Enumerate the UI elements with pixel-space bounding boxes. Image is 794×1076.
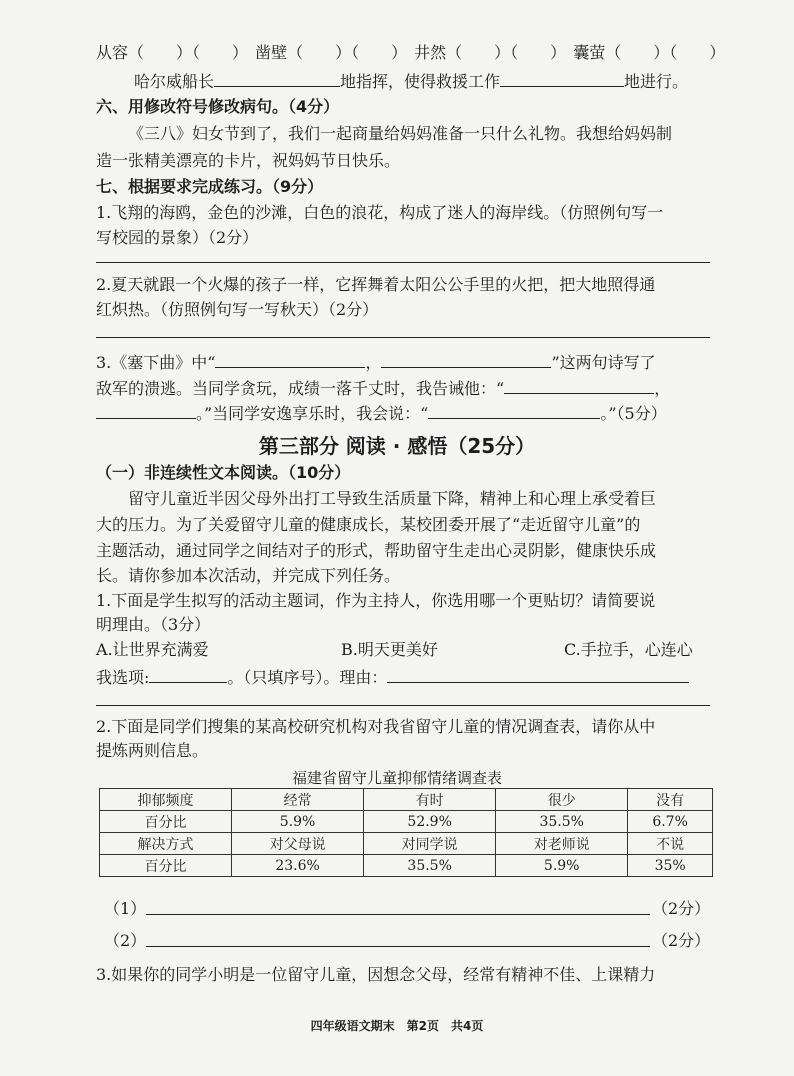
section-7-heading: 七、根据要求完成练习。（9分） xyxy=(96,177,324,196)
blank-advice-1[interactable] xyxy=(504,377,654,394)
s7-q3-text-b: ， xyxy=(365,353,382,372)
blank-poem-1[interactable] xyxy=(215,351,365,368)
answer-1-label: （1） xyxy=(104,899,147,918)
s7-q3-line-3 xyxy=(96,402,667,424)
table-cell: 6.7% xyxy=(628,811,713,833)
r1-q2-line-2: 提炼两则信息。 xyxy=(96,741,209,760)
table-row xyxy=(100,811,713,833)
reason-blank[interactable] xyxy=(387,666,689,683)
reading-paragraph-line-2: 大的压力。为了关爱留守儿童的健康成长，某校团委开展了“走近留守儿童”的 xyxy=(96,515,641,534)
s7-q3-text-a: 3.《塞下曲》中“ xyxy=(96,353,216,372)
r1-q2-line-1: 2.下面是同学们搜集的某高校研究机构对我省留守儿童的情况调查表，请你从中 xyxy=(96,717,656,736)
option-a: A.让世界充满爱 xyxy=(96,640,209,659)
fill-text-2: 地指挥，使得救援工作 xyxy=(340,72,501,91)
table-cell: 对老师说 xyxy=(496,833,628,855)
s7-q3-text-c: ”这两句诗写了 xyxy=(551,353,656,372)
r1-q1-line-1: 1.下面是学生拟写的活动主题词，作为主持人，你选用哪一个更贴切？请简要说 xyxy=(96,591,656,610)
table-cell: 5.9% xyxy=(232,811,364,833)
answer-line[interactable] xyxy=(96,337,710,338)
table-cell: 有时 xyxy=(364,789,496,811)
s7-q2-line-1: 2.夏天就跟一个火爆的孩子一样，它挥舞着太阳公公手里的火把，把大地照得通 xyxy=(96,275,656,294)
fill-text-1: 哈尔威船长 xyxy=(134,72,215,91)
s7-q3-text-f: 。”当同学安逸享乐时，我会说：“ xyxy=(196,404,429,423)
answer-2-score: （2分） xyxy=(652,931,711,950)
part-3-title: 第三部分 阅读 · 感悟（25分） xyxy=(258,434,536,458)
s7-q3-text-g: 。”（5分） xyxy=(600,404,667,423)
table-cell: 百分比 xyxy=(100,811,232,833)
table-cell: 经常 xyxy=(232,789,364,811)
option-b: B.明天更美好 xyxy=(341,640,438,659)
s7-q3-text-d: 敌军的溃逃。当同学贪玩，成绩一落千丈时，我告诫他：“ xyxy=(96,379,505,398)
section-6-heading: 六、用修改符号修改病句。（4分） xyxy=(96,97,340,116)
section-6-sentence-line-2: 造一张精美漂亮的卡片，祝妈妈节日快乐。 xyxy=(96,151,401,170)
table-cell: 35.5% xyxy=(364,855,496,877)
blank-2[interactable] xyxy=(500,70,624,87)
reason-label: 。（只填序号）。理由： xyxy=(227,668,388,687)
table-cell: 对同学说 xyxy=(364,833,496,855)
table-cell: 不说 xyxy=(628,833,713,855)
s7-q3-line-1 xyxy=(96,351,656,373)
page-footer: 四年级语文期末 第2页 共4页 xyxy=(310,1019,484,1033)
s7-q3-text-e: ， xyxy=(654,379,671,398)
s7-q1-line-1: 1.飞翔的海鸥，金色的沙滩，白色的浪花，构成了迷人的海岸线。（仿照例句写一 xyxy=(96,203,664,222)
choice-blank[interactable] xyxy=(149,666,227,683)
blank-poem-2[interactable] xyxy=(381,351,551,368)
table-cell: 52.9% xyxy=(364,811,496,833)
choice-line xyxy=(96,666,689,688)
section-6-sentence-line-1: 《三八》妇女节到了，我们一起商量给妈妈准备一只什么礼物。我想给妈妈制 xyxy=(128,124,673,143)
reading-1-heading: （一）非连续性文本阅读。（10分） xyxy=(96,463,351,482)
table-cell: 很少 xyxy=(496,789,628,811)
fill-blank-sentence xyxy=(134,70,688,92)
table-cell: 百分比 xyxy=(100,855,232,877)
answer-line[interactable] xyxy=(96,705,710,706)
reading-paragraph-line-3: 主题活动，通过同学之间结对子的形式，帮助留守生走出心灵阴影，健康快乐成 xyxy=(96,541,657,560)
reading-paragraph-line-1: 留守儿童近半因父母外出打工导致生活质量下降，精神上和心理上承受着巨 xyxy=(128,489,657,508)
table-title: 福建省留守儿童抑郁情绪调查表 xyxy=(291,769,502,787)
answer-line[interactable] xyxy=(96,262,710,263)
table-cell: 没有 xyxy=(628,789,713,811)
fill-text-3: 地进行。 xyxy=(624,72,689,91)
choice-label: 我选项: xyxy=(96,668,150,687)
table-cell: 35.5% xyxy=(496,811,628,833)
table-cell: 35% xyxy=(628,855,713,877)
s7-q2-line-2: 红炽热。（仿照例句写一写秋天）（2分） xyxy=(96,300,379,319)
s7-q3-line-2 xyxy=(96,377,670,399)
table-row xyxy=(100,833,713,855)
table-cell: 对父母说 xyxy=(232,833,364,855)
answer-1-line[interactable] xyxy=(146,914,650,915)
table-cell: 5.9% xyxy=(496,855,628,877)
blank-advice-3[interactable] xyxy=(428,402,600,419)
table-cell: 解决方式 xyxy=(100,833,232,855)
answer-2-label: （2） xyxy=(104,931,147,950)
blank-advice-2[interactable] xyxy=(96,402,196,419)
idiom-fill-line: 从容（ ）（ ） 凿壁（ ）（ ） 井然（ ）（ ） 囊萤（ ）（ ） xyxy=(96,43,726,62)
option-c: C.手拉手，心连心 xyxy=(564,640,693,659)
table-cell: 23.6% xyxy=(232,855,364,877)
s7-q1-line-2: 写校园的景象）（2分） xyxy=(96,228,259,247)
r1-q3-line-1: 3.如果你的同学小明是一位留守儿童，因想念父母，经常有精神不佳、上课精力 xyxy=(96,965,656,984)
table-row xyxy=(100,789,713,811)
answer-2-line[interactable] xyxy=(146,946,650,947)
r1-q1-line-2: 明理由。（3分） xyxy=(96,615,211,634)
table-cell: 抑郁频度 xyxy=(100,789,232,811)
answer-1-score: （2分） xyxy=(652,899,711,918)
reading-paragraph-line-4: 长。请你参加本次活动，并完成下列任务。 xyxy=(96,566,401,585)
table-row xyxy=(100,855,713,877)
survey-table xyxy=(99,788,713,877)
blank-1[interactable] xyxy=(214,70,340,87)
